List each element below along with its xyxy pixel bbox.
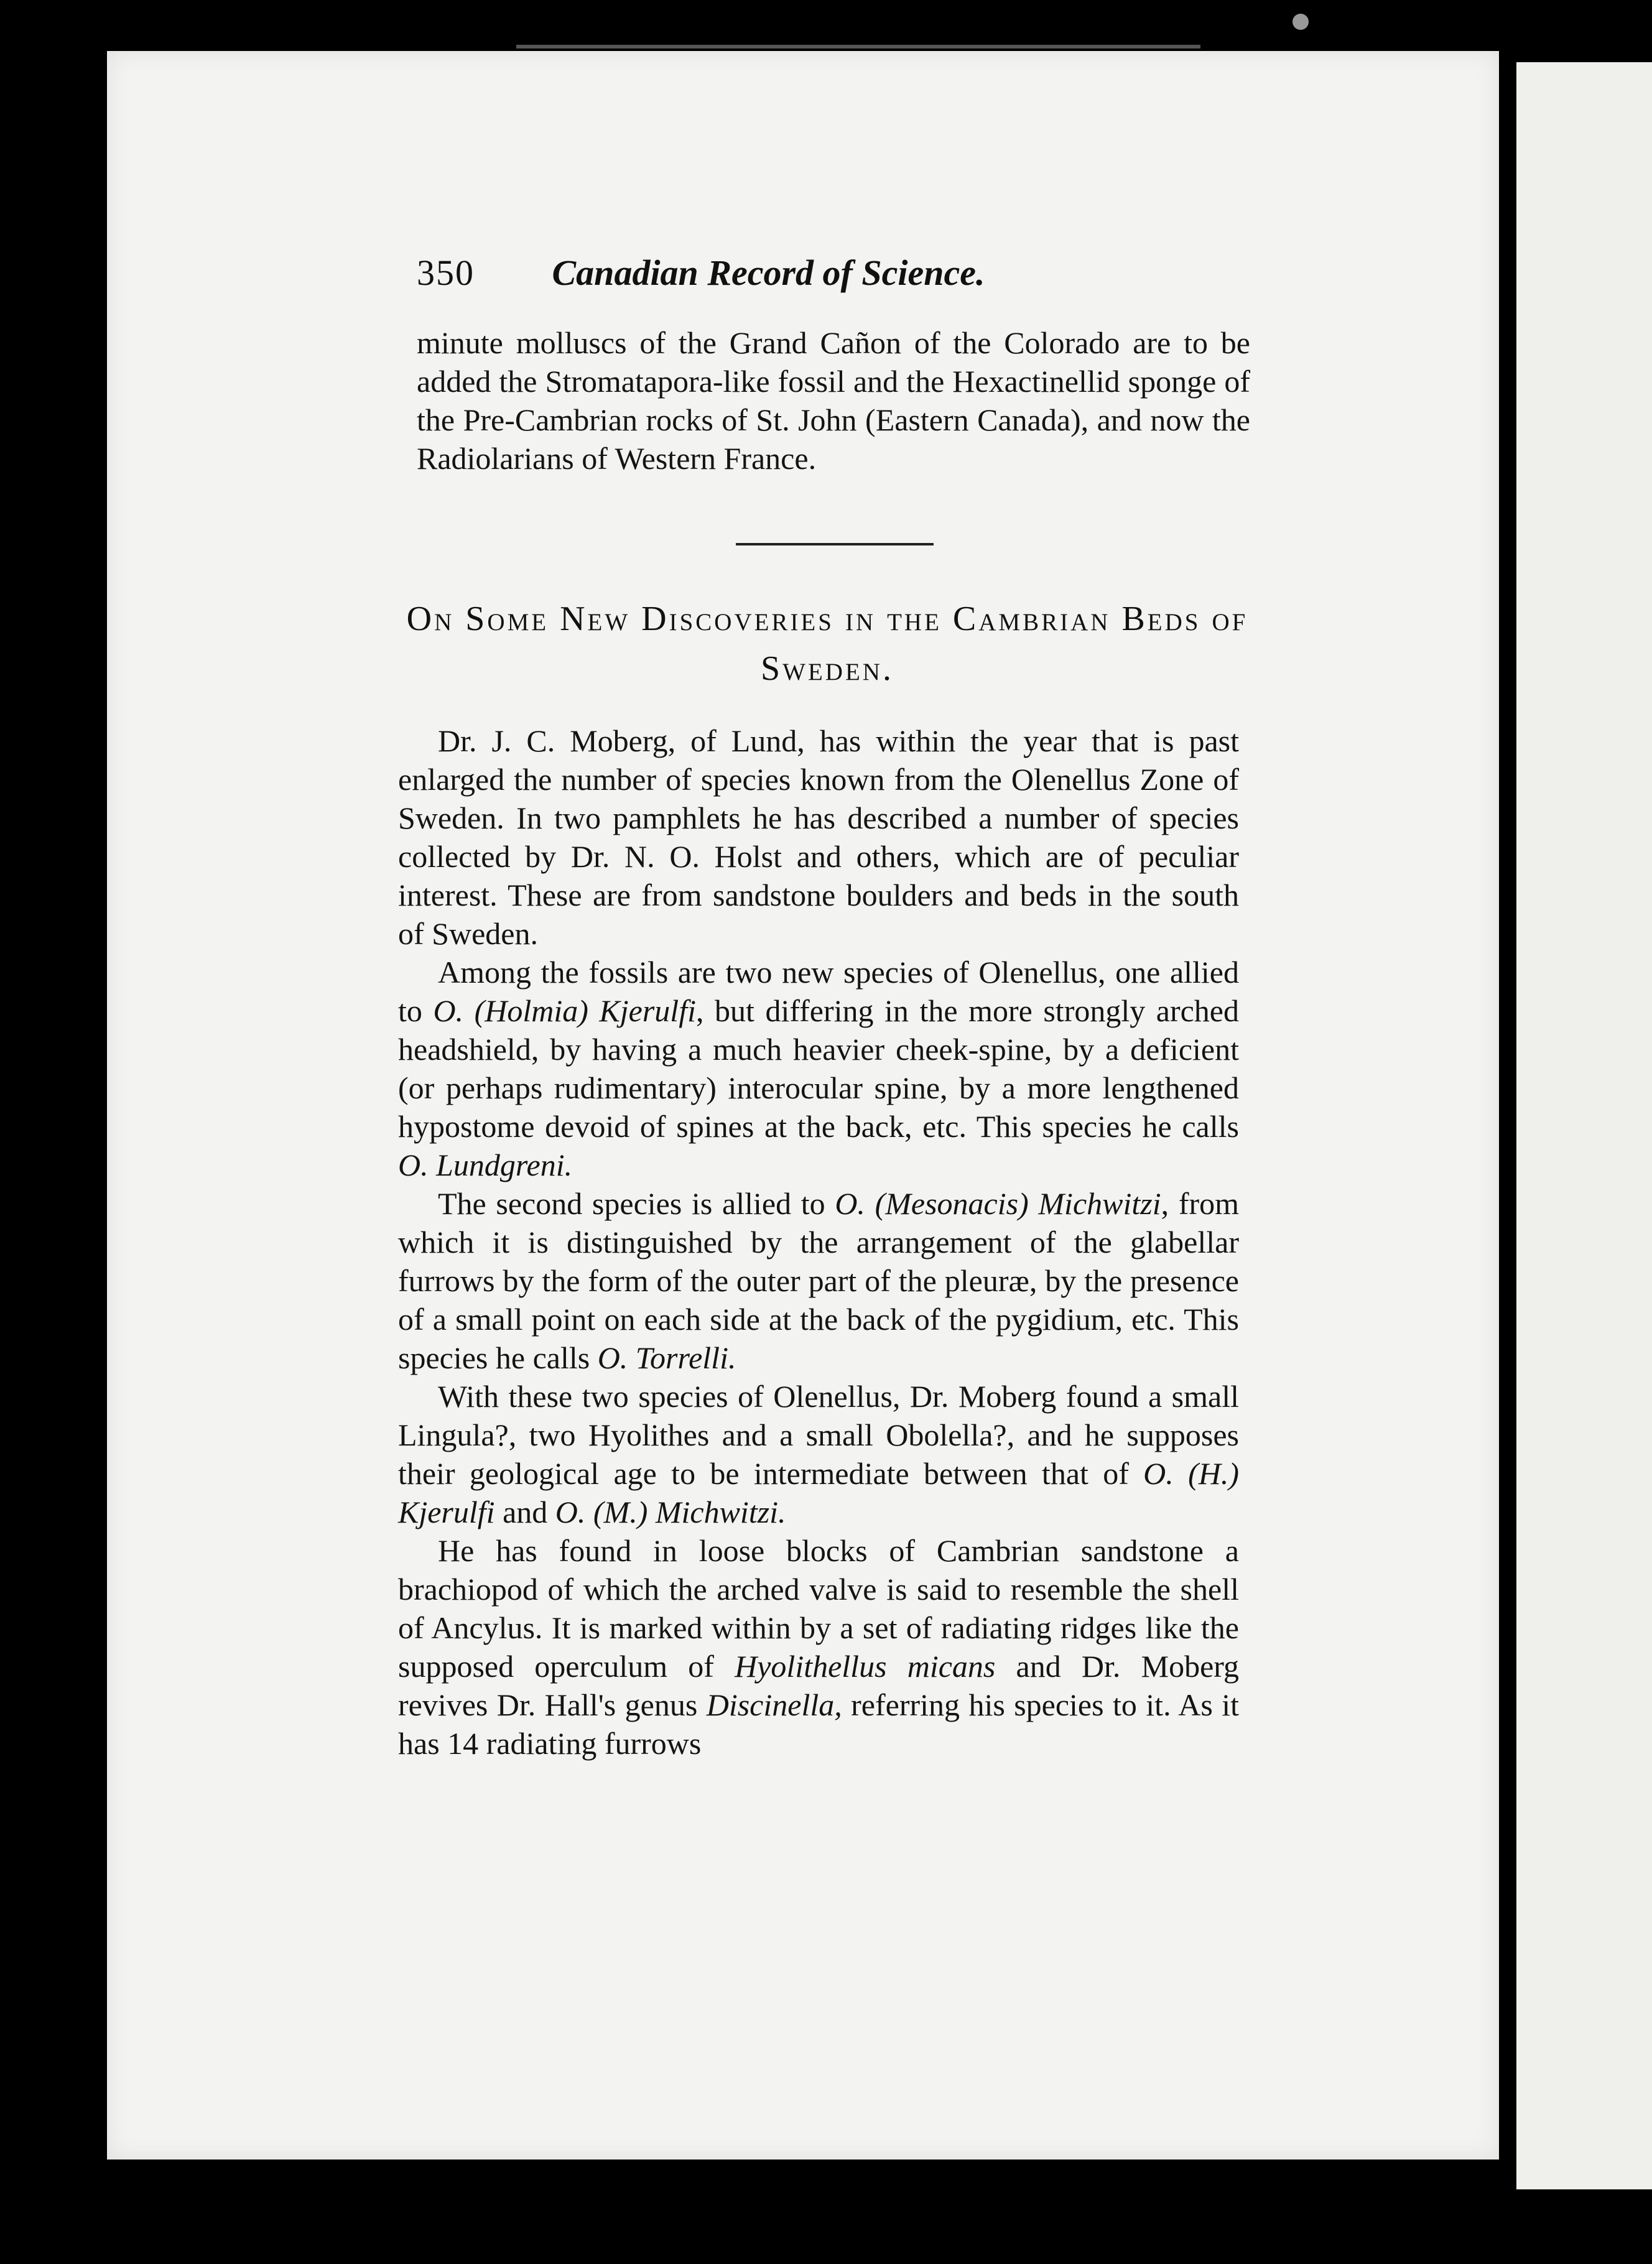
- genus-name: Discinella,: [706, 1687, 842, 1722]
- article-title: On Some New Discoveries in the Cambrian Beds of Sweden.: [406, 600, 1248, 688]
- page-number: 350: [417, 253, 475, 293]
- article-body: [398, 721, 1239, 1763]
- section-divider: [736, 543, 934, 545]
- species-name: O. (Holmia) Kjerulfi: [433, 993, 696, 1028]
- paragraph-4: With these two species of Olenellus, Dr. Moberg found a small Lingula?, two Hyolithes and a small Obolella?, and he supposes their geological age to be intermediate between that of O. (H.) Kjerulfi and O. (M.) Michwitzi.: [398, 1379, 1239, 1529]
- running-header: [417, 252, 1288, 294]
- continued-text: minute molluscs of the Grand Cañon of the Colorado are to be added the Stromatapora-like fossil and the Hexactinellid sponge of the Pre-Cambrian rocks of St. John (Eastern Canada), and now the Radiolarians of Western France.: [417, 325, 1250, 476]
- species-name: O. (H.) Kjerulfi: [398, 1456, 1239, 1529]
- continued-paragraph: [417, 323, 1250, 478]
- paragraph-3: The second species is allied to O. (Mesonacis) Michwitzi, from which it is distinguished by the arrangement of the glabellar furrows by the form of the outer part of the pleuræ, by the presence of a small point on each side at the back of the pygidium, etc. This species he calls O. Torrelli.: [398, 1186, 1240, 1375]
- adjacent-page-edge: [1516, 62, 1652, 2189]
- paragraph-2: Among the fossils are two new species of Olenellus, one allied to O. (Holmia) Kjerulfi, but differing in the more strongly arched headshield, by having a much heavier cheek-spine, by a deficient (or perhaps rudimentary) interocular spine, by a more lengthened hypostome devoid of spines at the back, etc. This species he calls O. Lundgreni.: [398, 955, 1239, 1182]
- species-name: O. (Mesonacis) Michwitzi: [835, 1186, 1161, 1221]
- journal-title: Canadian Record of Science.: [552, 253, 985, 293]
- paragraph-1: Dr. J. C. Moberg, of Lund, has within the year that is past enlarged the number of species known from the Olenellus Zone of Sweden. In two pamphlets he has described a number of species collected by Dr. N. O. Holst and others, which are of peculiar interest. These are from sandstone boulders and beds in the south of Sweden.: [398, 723, 1239, 951]
- dust-speck: [1292, 14, 1309, 30]
- species-name: Hyolithellus micans: [735, 1649, 996, 1684]
- paragraph-5: He has found in loose blocks of Cambrian sandstone a brachiopod of which the arched valve is said to resemble the shell of Ancylus. It is marked within by a set of radiating ridges like the supposed operculum of Hyolithellus micans and Dr. Moberg revives Dr. Hall's genus Discinella, referring his species to it. As it has 14 radiating furrows: [398, 1533, 1240, 1761]
- species-name: O. Lundgreni.: [398, 1148, 573, 1182]
- top-edge-line: [516, 45, 1200, 49]
- species-name: O. Torrelli.: [597, 1340, 736, 1375]
- species-name: O. (M.) Michwitzi.: [555, 1495, 786, 1529]
